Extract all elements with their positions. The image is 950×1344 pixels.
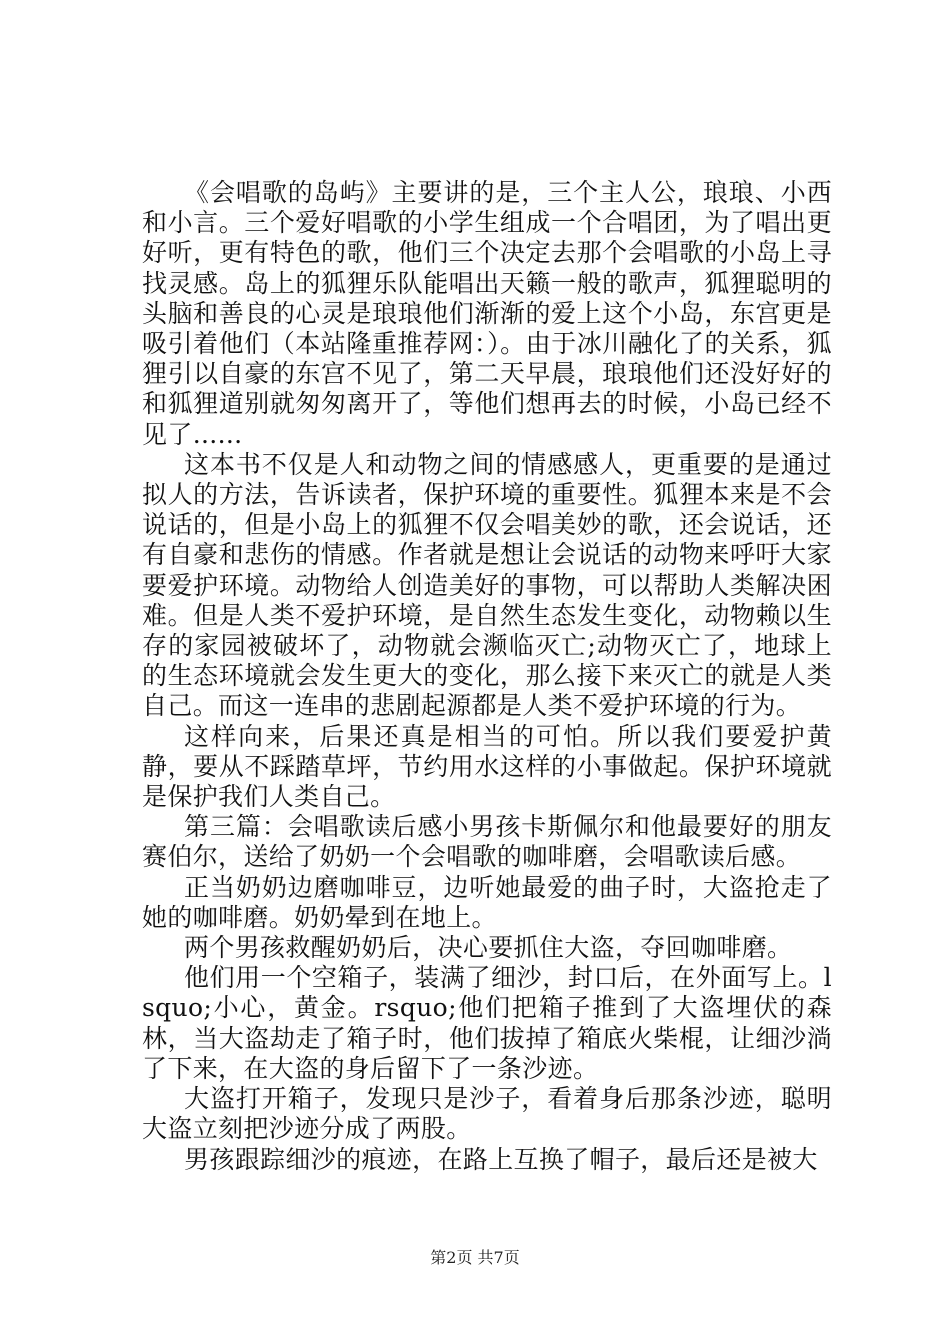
paragraph-7: 他们用一个空箱子，装满了细沙，封口后，在外面写上。lsquo;小心，黄金。rsquo;他们把箱子推到了大盗埋伏的森林，当大盗劫走了箱子时，他们拔掉了箱底火柴棍，让细沙淌了下来，在大盗的身后留下了一条沙迹。 bbox=[142, 963, 832, 1083]
paragraph-8: 大盗打开箱子，发现只是沙子，看着身后那条沙迹，聪明大盗立刻把沙迹分成了两股。 bbox=[142, 1084, 832, 1144]
paragraph-5: 正当奶奶边磨咖啡豆，边听她最爱的曲子时，大盗抢走了她的咖啡磨。奶奶晕到在地上。 bbox=[142, 872, 832, 932]
paragraph-1: 《会唱歌的岛屿》主要讲的是，三个主人公，琅琅、小西和小言。三个爱好唱歌的小学生组成一个合唱团，为了唱出更好听，更有特色的歌，他们三个决定去那个会唱歌的小岛上寻找灵感。岛上的狐狸乐队能唱出天籁一般的歌声，狐狸聪明的头脑和善良的心灵是琅琅他们渐渐的爱上这个小岛，东宫更是吸引着他们（本站隆重推荐网：）。由于冰川融化了的关系，狐狸引以自豪的东宫不见了，第二天早晨，琅琅他们还没好好的和狐狸道别就匆匆离开了，等他们想再去的时候，小岛已经不见了...... bbox=[142, 178, 832, 449]
page-number-footer: 第2页 共7页 bbox=[430, 1248, 520, 1267]
paragraph-4: 第三篇：会唱歌读后感小男孩卡斯佩尔和他最要好的朋友赛伯尔，送给了奶奶一个会唱歌的咖啡磨，会唱歌读后感。 bbox=[142, 812, 832, 872]
paragraph-3: 这样向来，后果还真是相当的可怕。所以我们要爱护黄静，要从不踩踏草坪，节约用水这样的小事做起。保护环境就是保护我们人类自己。 bbox=[142, 721, 832, 812]
paragraph-2: 这本书不仅是人和动物之间的情感感人，更重要的是通过拟人的方法，告诉读者，保护环境的重要性。狐狸本来是不会说话的，但是小岛上的狐狸不仅会唱美妙的歌，还会说话，还有自豪和悲伤的情感。作者就是想让会说话的动物来呼吁大家要爱护环境。动物给人创造美好的事物，可以帮助人类解决困难。但是人类不爱护环境，是自然生态发生变化，动物赖以生存的家园被破坏了，动物就会濒临灭亡;动物灭亡了，地球上的生态环境就会发生更大的变化，那么接下来灭亡的就是人类自己。而这一连串的悲剧起源都是人类不爱护环境的行为。 bbox=[142, 449, 832, 721]
paragraph-9: 男孩跟踪细沙的痕迹，在路上互换了帽子，最后还是被大 bbox=[184, 1144, 818, 1174]
paragraph-6: 两个男孩救醒奶奶后，决心要抓住大盗，夺回咖啡磨。 bbox=[184, 933, 793, 963]
document-body bbox=[142, 178, 832, 1175]
